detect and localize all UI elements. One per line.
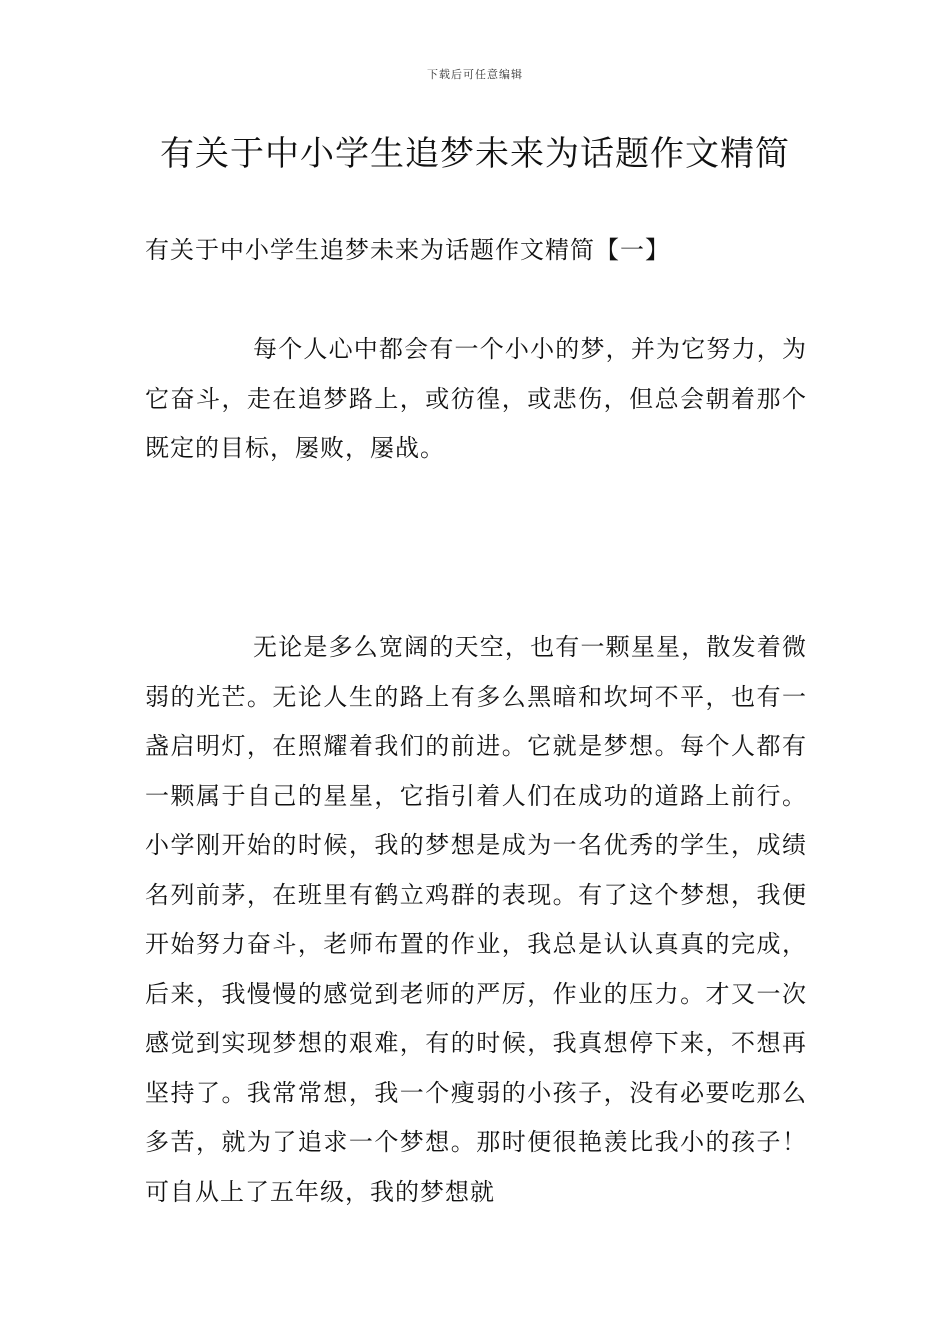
section-heading: 有关于中小学生追梦未来为话题作文精简【一】 [145,236,670,264]
paragraph-1: 每个人心中都会有一个小小的梦，并为它努力，为它奋斗，走在追梦路上，或彷徨，或悲伤，但总会朝着那个既定的目标，屡败，屡战。 [145,335,807,462]
paragraph-2: 无论是多么宽阔的天空，也有一颗星星，散发着微弱的光芒。无论人生的路上有多么黑暗和坎坷不平，也有一盏启明灯，在照耀着我们的前进。它就是梦想。每个人都有一颗属于自己的星星，它指引着人们在成功的道路上前行。小学刚开始的时候，我的梦想是成为一名优秀的学生，成绩名列前茅，在班里有鹤立鸡群的表现。有了这个梦想，我便开始努力奋斗，老师布置的作业，我总是认认真真的完成，后来，我慢慢的感觉到老师的严厉，作业的压力。才又一次感觉到实现梦想的艰难，有的时候，我真想停下来，不想再坚持了。我常常想，我一个瘦弱的小孩子，没有必要吃那么多苦，就为了追求一个梦想。那时便很艳羡比我小的孩子！可自从上了五年级，我的梦想就 [145,633,807,1206]
page-title: 有关于中小学生追梦未来为话题作文精简 [160,134,790,174]
header-note: 下载后可任意编辑 [427,68,523,81]
